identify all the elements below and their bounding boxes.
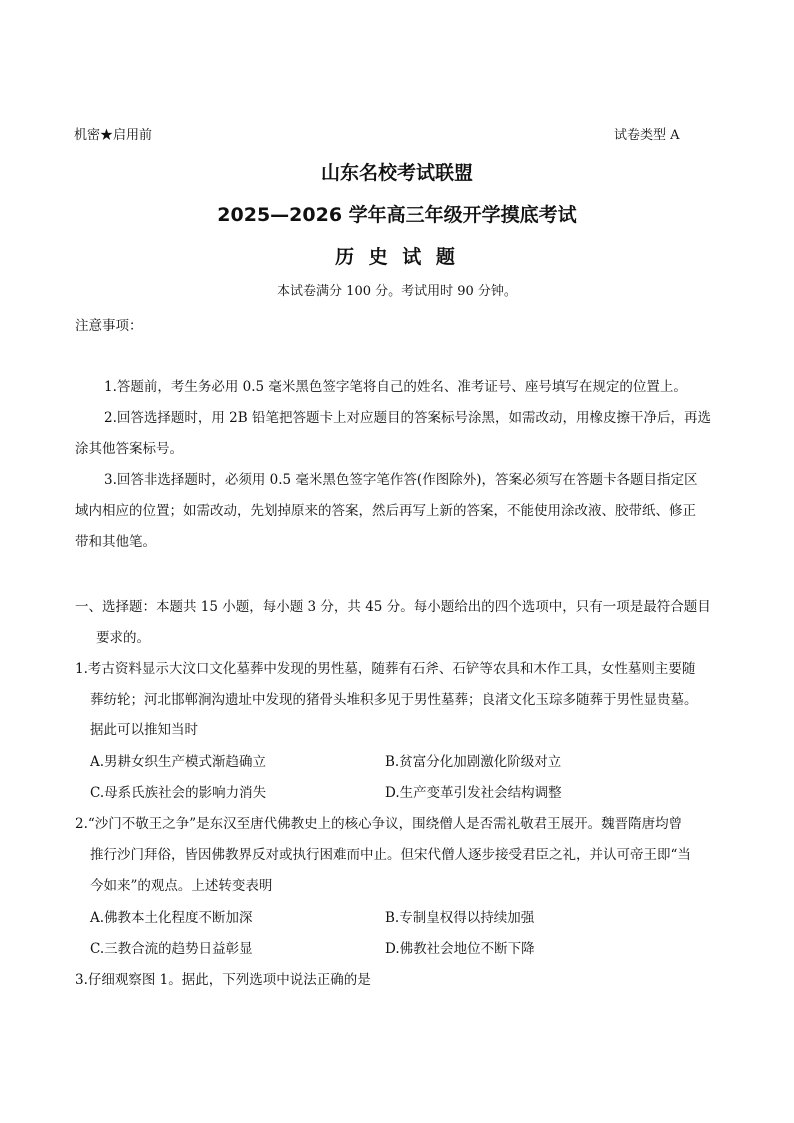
q1-option-c: C.母系氏族社会的影响力消失 — [90, 785, 267, 801]
paper-type-label: 试卷类型 A — [614, 128, 680, 143]
question-2-stem-cont2: 今如来”的观点。上述转变表明 — [90, 878, 273, 894]
exam-info: 本试卷满分 100 分。考试用时 90 分钟。 — [277, 284, 517, 299]
question-3-stem: 3.仔细观察图 1。据此，下列选项中说法正确的是 — [75, 972, 371, 988]
section-heading-cont: 要求的。 — [96, 630, 150, 646]
notice-item-1: 1.答题前，考生务必用 0.5 毫米黑色签字笔将自己的姓名、准考证号、座号填写在规定的位置上。 — [104, 379, 687, 395]
subject-title: 历 史 试 题 — [335, 246, 459, 268]
org-title: 山东名校考试联盟 — [320, 162, 473, 184]
notice-item-2: 2.回答选择题时，用 2B 铅笔把答题卡上对应题目的答案标号涂黑，如需改动，用橡皮擦干净后，再选 — [104, 410, 711, 426]
confidential-label: 机密★启用前 — [74, 128, 153, 143]
section-heading: 一、选择题：本题共 15 小题，每小题 3 分，共 45 分。每小题给出的四个选项中，只有一项是最符合题目 — [75, 599, 711, 615]
question-1-stem-cont: 葬纺轮；河北邯郸涧沟遗址中发现的猪骨头堆积多见于男性墓葬；良渚文化玉琮多随葬于男性显贵墓。 — [90, 692, 698, 708]
notice-item-2-cont: 涂其他答案标号。 — [75, 441, 183, 457]
exam-title: 2025—2026 学年高三年级开学摸底考试 — [217, 204, 577, 226]
question-2-stem: 2.“沙门不敬王之争”是东汉至唐代佛教史上的核心争议，围绕僧人是否需礼敬君王展开。魏晋隋唐均曾 — [75, 816, 683, 832]
question-1-stem-cont2: 据此可以推知当时 — [90, 722, 198, 738]
q2-option-a: A.佛教本土化程度不断加深 — [90, 910, 253, 926]
q1-option-a: A.男耕女织生产模式渐趋确立 — [90, 754, 267, 770]
notice-heading: 注意事项： — [75, 318, 143, 334]
q1-option-b: B.贫富分化加剧激化阶级对立 — [385, 754, 562, 770]
notice-item-3-cont: 域内相应的位置；如需改动，先划掉原来的答案，然后再写上新的答案，不能使用涂改液、胶带纸、修正 — [75, 503, 696, 519]
q2-option-b: B.专制皇权得以持续加强 — [385, 910, 535, 926]
notice-item-3-cont2: 带和其他笔。 — [75, 534, 156, 550]
q1-option-d: D.生产变革引发社会结构调整 — [385, 785, 562, 801]
notice-item-3: 3.回答非选择题时，必须用 0.5 毫米黑色签字笔作答(作图除外)，答案必须写在答题卡各题目指定区 — [104, 472, 698, 488]
q2-option-d: D.佛教社会地位不断下降 — [385, 941, 535, 957]
q2-option-c: C.三教合流的趋势日益彰显 — [90, 941, 253, 957]
question-1-stem: 1.考古资料显示大汶口文化墓葬中发现的男性墓，随葬有石斧、石铲等农具和木作工具，女性墓则主要随 — [75, 661, 696, 677]
question-2-stem-cont: 推行沙门拜俗，皆因佛教界反对或执行困难而中止。但宋代僧人逐步接受君臣之礼，并认可帝王即“当 — [90, 847, 691, 863]
